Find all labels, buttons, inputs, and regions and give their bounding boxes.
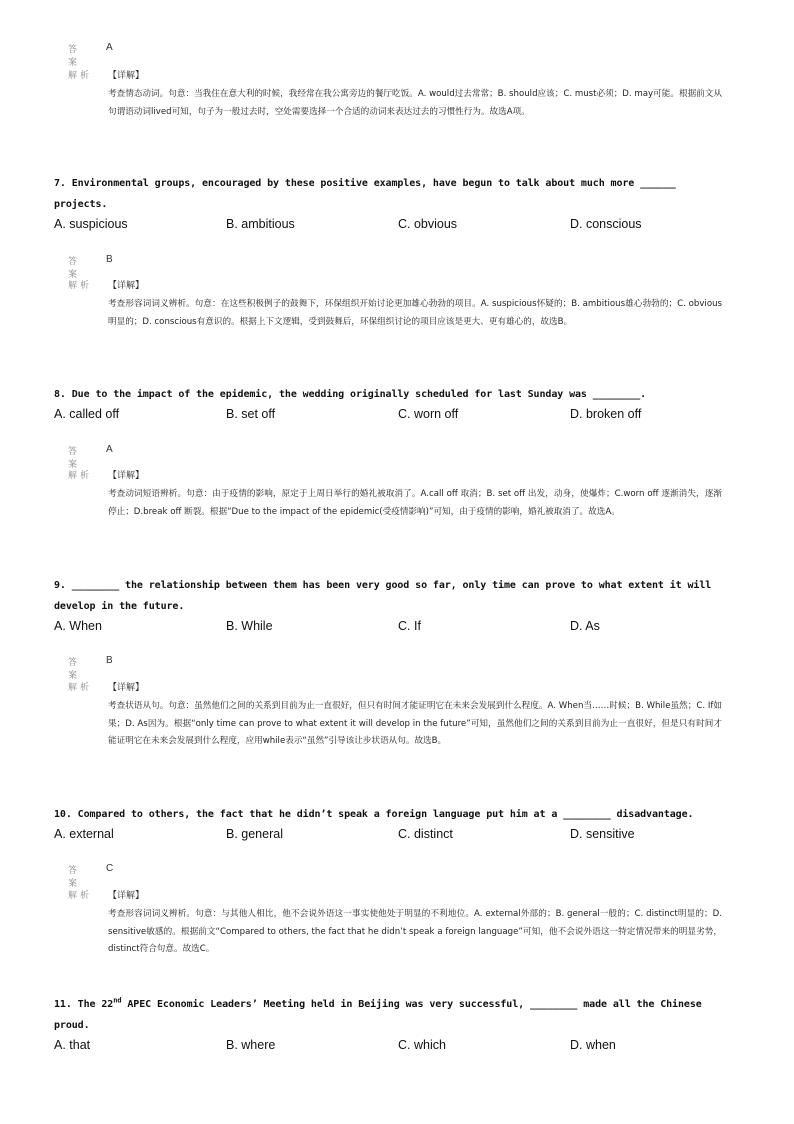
question-stem: 9. ________ the relationship between them has been very good so far, only time can prove to what extent it will develop in the future. [54,580,712,612]
explanation-block [68,680,728,770]
options-row [54,217,754,235]
option-c: C. distinct [398,827,453,841]
option-c: C. obvious [398,217,458,231]
stem-start: 11. The 22 [54,999,114,1010]
explanation-label: 解析 [68,71,93,81]
answer-value: A [106,444,113,455]
explanation-text: 考查动词短语辨析。句意：由于疫情的影响，原定于上周日举行的婚礼被取消了。A.call off 取消；B. set off 出发，动身，使爆炸；C.worn off 逐渐消失，逐渐停止；D.break off 断裂。根据“Due to the impact of the epidemic(受疫情影响)”可知，由于疫情的影响，婚礼被取消了。故选A。 [108,489,722,517]
detail-title: 【详解】 [108,891,145,901]
options-row [54,827,754,845]
option-d: D. conscious [570,217,642,231]
explanation-label: 解析 [68,471,93,481]
explanation-text: 考查形容词词义辨析。句意：与其他人相比，他不会说外语这一事实使他处于明显的不利地位。A. external外部的；B. general一般的；C. distinct明显的；D. sensitive敏感的。根据前文“Compared to others, the fact that he didn’t speak a foreign language”可知，他不会说外语这一特定情况带来的明显劣势，distinct符合句意。故选C。 [108,909,722,954]
option-a: A. called off [54,407,120,421]
options-row [54,407,754,425]
question-stem [54,994,724,1036]
explanation-label: 解析 [68,891,93,901]
answer-value: B [106,254,113,265]
explanation-text: 考查情态动词。句意：当我住在意大利的时候，我经常在我公寓旁边的餐厅吃饭。A. would过去常常；B. should应该；C. must必须；D. may可能。根据前文从句谓语动词lived可知，句子为一般过去时，空处需要选择一个合适的动词来表达过去的习惯性行为。故选A项。 [108,89,722,117]
option-a: A. external [54,827,114,841]
option-b: B. set off [226,407,276,421]
explanation-block [68,278,728,348]
answer-label: 答案 [68,45,81,68]
explanation-block [68,888,728,958]
explanation-text: 考查状语从句。句意：虽然他们之间的关系到目前为止一直很好，但只有时间才能证明它在未来会发展到什么程度。A. When当……时候；B. While虽然；C. If如果；D. As因为。根据“only time can prove to what extent it will develop in the future”可知，虽然他们之间的关系到目前为止一直很好，但是只有时间才能证明它在未来会发展到什么程度，应用while表示“虽然”引导该让步状语从句。故选B。 [108,701,722,746]
option-d: D. broken off [570,407,642,421]
answer-label: 答案 [68,658,81,681]
answer-value: A [106,42,113,53]
explanation-label: 解析 [68,281,93,291]
option-b: B. ambitious [226,217,295,231]
option-b: B. While [226,619,273,633]
option-c: C. worn off [398,407,459,421]
answer-label: 答案 [68,866,81,889]
detail-title: 【详解】 [108,71,145,81]
detail-title: 【详解】 [108,281,145,291]
explanation-label: 解析 [68,683,93,693]
option-a: A. that [54,1038,91,1052]
question-stem: 8. Due to the impact of the epidemic, the wedding originally scheduled for last Sunday was ________. [54,389,647,400]
ordinal-suffix: nd [113,996,122,1005]
answer-value: C [106,863,114,874]
question-stem: 10. Compared to others, the fact that he didn’t speak a foreign language put him at a ________ disadvantage. [54,809,694,820]
answer-label: 答案 [68,447,81,470]
option-d: D. As [570,619,600,633]
explanation-block [68,68,728,138]
option-c: C. If [398,619,421,633]
stem-rest: APEC Economic Leaders’ Meeting held in Beijing was very successful, ________ made all the Chinese proud. [54,999,702,1031]
option-d: D. when [570,1038,616,1052]
option-b: B. where [226,1038,276,1052]
option-b: B. general [226,827,283,841]
options-row [54,1038,754,1056]
answer-label: 答案 [68,257,81,280]
detail-title: 【详解】 [108,683,145,693]
explanation-text: 考查形容词词义辨析。句意：在这些积极例子的鼓舞下，环保组织开始讨论更加雄心勃勃的项目。A. suspicious怀疑的；B. ambitious雄心勃勃的；C. obvious明显的；D. conscious有意识的。根据上下文逻辑，受到鼓舞后，环保组织讨论的项目应该是更大、更有雄心的，故选B。 [108,299,722,327]
question-stem: 7. Environmental groups, encouraged by these positive examples, have begun to talk about much more ______ projects. [54,178,676,210]
options-row [54,619,754,637]
option-c: C. which [398,1038,446,1052]
option-d: D. sensitive [570,827,635,841]
detail-title: 【详解】 [108,471,145,481]
explanation-block [68,468,728,538]
answer-value: B [106,655,113,666]
option-a: A. suspicious [54,217,128,231]
option-a: A. When [54,619,102,633]
